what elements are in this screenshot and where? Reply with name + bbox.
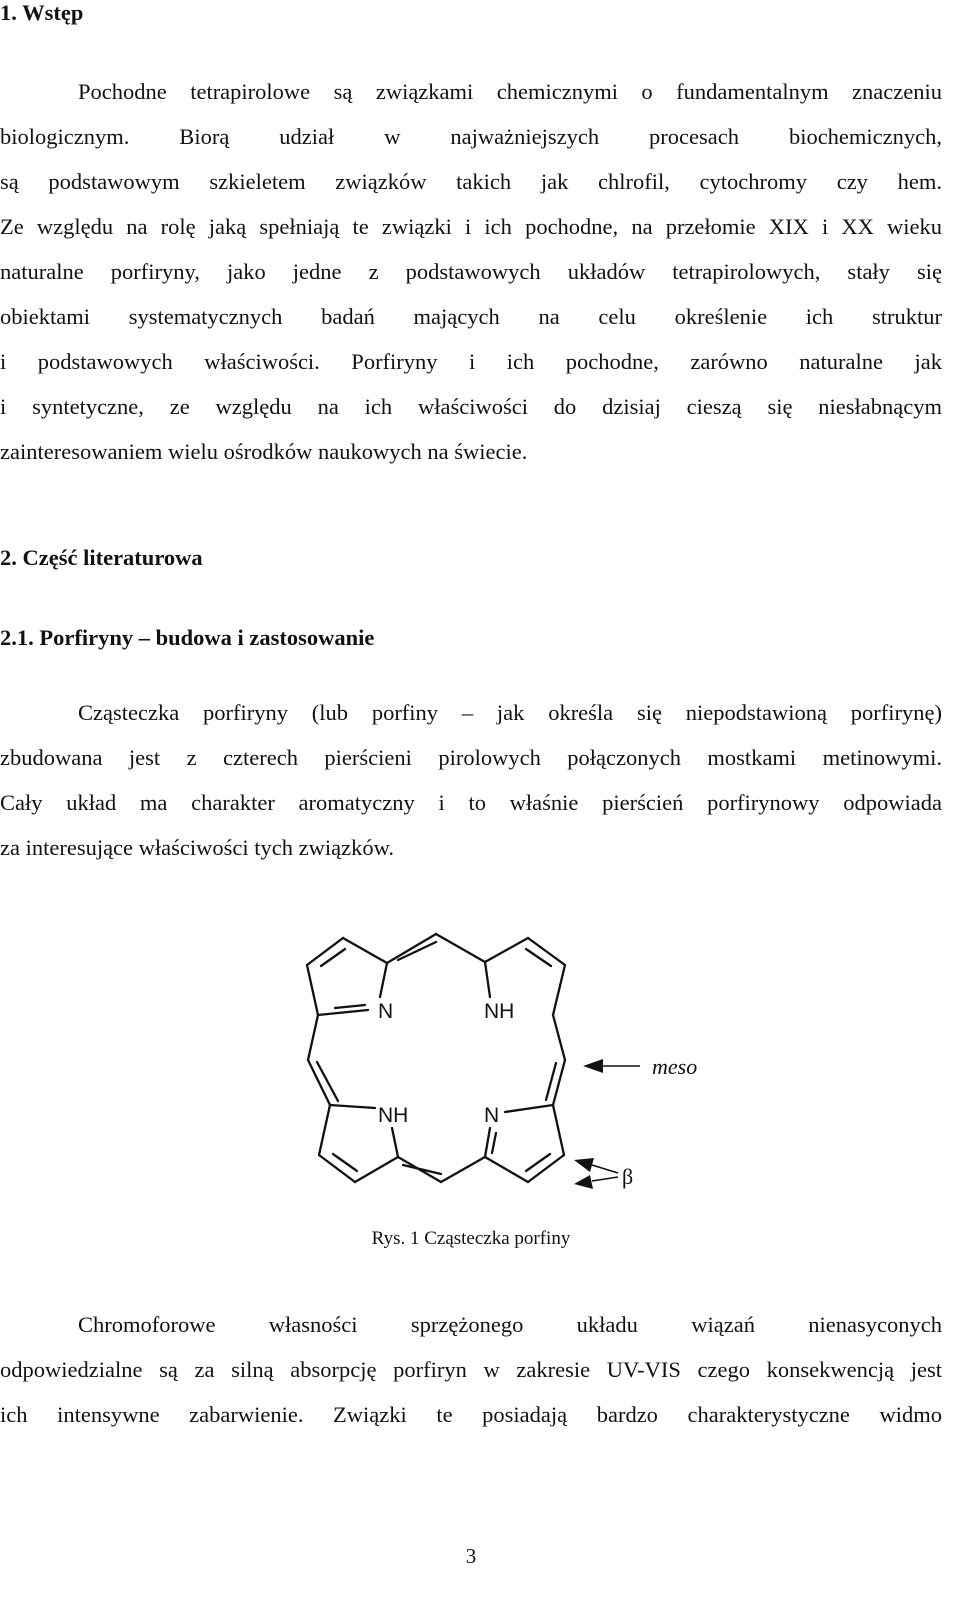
text-line: zainteresowaniem wielu ośrodków naukowych na świecie. bbox=[0, 439, 528, 464]
text-line: za interesujące właściwości tych związków. bbox=[0, 835, 394, 860]
text-line: ich intensywne zabarwienie. Związki te posiadają bardzo charakterystyczne widmo bbox=[0, 1402, 942, 1427]
atom-label-n: N bbox=[484, 1104, 500, 1127]
page-number: 3 bbox=[465, 1544, 477, 1568]
section-heading-intro: 1. Wstęp bbox=[0, 0, 84, 25]
paragraph-chromophore bbox=[0, 1302, 942, 1437]
meso-position-label: meso bbox=[652, 1054, 698, 1079]
text-line: Ze względu na rolę jaką spełniają te związki i ich pochodne, na przełomie XIX i XX wieku bbox=[0, 214, 942, 239]
text-line: biologicznym. Biorą udział w najważniejszych procesach biochemicznych, bbox=[0, 124, 942, 149]
porphine-skeleton bbox=[307, 934, 565, 1182]
subsection-heading-porphyrins: 2.1. Porfiryny – budowa i zastosowanie bbox=[0, 625, 375, 650]
atom-label-n: N bbox=[378, 1000, 394, 1023]
text-line: i syntetyczne, ze względu na ich właściwości do dzisiaj cieszą się niesłabnącym bbox=[0, 394, 942, 419]
text-line: obiektami systematycznych badań mających na celu określenie ich struktur bbox=[0, 304, 942, 329]
atom-label-nh: NH bbox=[378, 1104, 409, 1127]
text-line: Pochodne tetrapirolowe są związkami chemicznymi o fundamentalnym znaczeniu bbox=[78, 79, 942, 104]
text-line: Cały układ ma charakter aromatyczny i to właśnie pierścień porfirynowy odpowiada bbox=[0, 790, 942, 815]
text-line: są podstawowym szkieletem związków takich jak chlrofil, cytochromy czy hem. bbox=[0, 169, 942, 194]
meso-arrow bbox=[583, 1059, 640, 1073]
section-heading-literature: 2. Część literaturowa bbox=[0, 545, 203, 570]
beta-position-label: β bbox=[622, 1164, 634, 1189]
text-line: zbudowana jest z czterech pierścieni pirolowych połączonych mostkami metinowymi. bbox=[0, 745, 942, 770]
text-line: Chromoforowe własności sprzężonego układu wiązań nienasyconych bbox=[78, 1312, 942, 1337]
text-line: Cząsteczka porfiryny (lub porfiny – jak określa się niepodstawioną porfirynę) bbox=[78, 700, 942, 725]
text-line: odpowiedzialne są za silną absorpcję porfiryn w zakresie UV-VIS czego konsekwencją jest bbox=[0, 1357, 942, 1382]
figure-caption: Rys. 1 Cząsteczka porfiny bbox=[371, 1228, 571, 1249]
beta-arrows bbox=[574, 1158, 618, 1189]
atom-label-nh: NH bbox=[484, 1000, 515, 1023]
text-line: naturalne porfiryny, jako jedne z podstawowych układów tetrapirolowych, stały się bbox=[0, 259, 942, 284]
text-line: i podstawowych właściwości. Porfiryny i ich pochodne, zarówno naturalne jak bbox=[0, 349, 942, 374]
